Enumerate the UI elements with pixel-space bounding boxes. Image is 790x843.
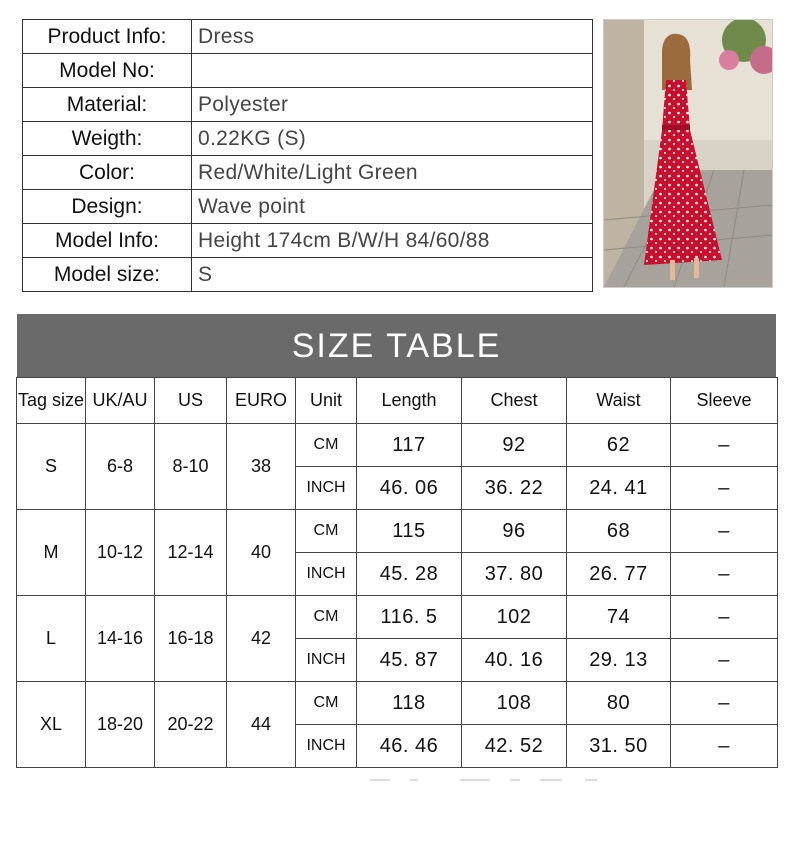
table-row — [17, 424, 778, 467]
info-label: Design: — [23, 190, 192, 224]
info-label: Model No: — [23, 54, 192, 88]
info-label: Weigth: — [23, 122, 192, 156]
info-value — [192, 54, 593, 88]
faint-artifact — [360, 776, 620, 784]
chest-cell: 37. 80 — [462, 553, 567, 596]
info-label: Material: — [23, 88, 192, 122]
waist-cell: 26. 77 — [567, 553, 671, 596]
length-cell: 116. 5 — [357, 596, 462, 639]
info-label: Color: — [23, 156, 192, 190]
header-waist: Waist — [567, 378, 671, 424]
sleeve-cell: – — [671, 639, 778, 682]
chest-cell: 40. 16 — [462, 639, 567, 682]
info-value: Height 174cm B/W/H 84/60/88 — [192, 224, 593, 258]
info-row-material — [23, 88, 593, 122]
chest-cell: 92 — [462, 424, 567, 467]
length-cell: 46. 46 — [357, 725, 462, 768]
chest-cell: 42. 52 — [462, 725, 567, 768]
us-size-cell: 12-14 — [155, 510, 227, 596]
unit-cell: CM — [296, 596, 357, 639]
uk-size-cell: 14-16 — [86, 596, 155, 682]
table-row — [17, 596, 778, 639]
info-value: Red/White/Light Green — [192, 156, 593, 190]
sleeve-cell: – — [671, 467, 778, 510]
unit-cell: CM — [296, 682, 357, 725]
unit-cell: CM — [296, 424, 357, 467]
unit-cell: INCH — [296, 725, 357, 768]
chest-cell: 96 — [462, 510, 567, 553]
unit-cell: INCH — [296, 467, 357, 510]
info-value: Wave point — [192, 190, 593, 224]
length-cell: 46. 06 — [357, 467, 462, 510]
unit-cell: CM — [296, 510, 357, 553]
length-cell: 115 — [357, 510, 462, 553]
sleeve-cell: – — [671, 725, 778, 768]
waist-cell: 74 — [567, 596, 671, 639]
sleeve-cell: – — [671, 510, 778, 553]
waist-cell: 62 — [567, 424, 671, 467]
info-value: Polyester — [192, 88, 593, 122]
us-size-cell: 16-18 — [155, 596, 227, 682]
euro-size-cell: 38 — [227, 424, 296, 510]
chest-cell: 36. 22 — [462, 467, 567, 510]
waist-cell: 24. 41 — [567, 467, 671, 510]
header-unit: Unit — [296, 378, 357, 424]
length-cell: 117 — [357, 424, 462, 467]
info-label: Product Info: — [23, 20, 192, 54]
sleeve-cell: – — [671, 424, 778, 467]
sleeve-cell: – — [671, 553, 778, 596]
euro-size-cell: 40 — [227, 510, 296, 596]
info-value: 0.22KG (S) — [192, 122, 593, 156]
tag-size-cell: XL — [17, 682, 86, 768]
header-length: Length — [357, 378, 462, 424]
waist-cell: 31. 50 — [567, 725, 671, 768]
info-value: Dress — [192, 20, 593, 54]
model-photo-illustration — [604, 20, 772, 287]
length-cell: 118 — [357, 682, 462, 725]
uk-size-cell: 6-8 — [86, 424, 155, 510]
chest-cell: 108 — [462, 682, 567, 725]
header-us: US — [155, 378, 227, 424]
tag-size-cell: M — [17, 510, 86, 596]
chest-cell: 102 — [462, 596, 567, 639]
waist-cell: 80 — [567, 682, 671, 725]
tag-size-cell: L — [17, 596, 86, 682]
info-value: S — [192, 258, 593, 292]
table-row — [17, 682, 778, 725]
tag-size-cell: S — [17, 424, 86, 510]
product-info-table — [22, 19, 593, 292]
unit-cell: INCH — [296, 639, 357, 682]
header-chest: Chest — [462, 378, 567, 424]
sleeve-cell: – — [671, 596, 778, 639]
waist-cell: 68 — [567, 510, 671, 553]
model-photo — [603, 19, 773, 288]
header-euro: EURO — [227, 378, 296, 424]
size-table — [16, 377, 778, 768]
info-row-weight — [23, 122, 593, 156]
header-tag-size: Tag size — [17, 378, 86, 424]
info-row-model-info — [23, 224, 593, 258]
us-size-cell: 20-22 — [155, 682, 227, 768]
size-table-header-row — [17, 378, 778, 424]
uk-size-cell: 18-20 — [86, 682, 155, 768]
info-row-model-no — [23, 54, 593, 88]
length-cell: 45. 28 — [357, 553, 462, 596]
waist-cell: 29. 13 — [567, 639, 671, 682]
info-label: Model size: — [23, 258, 192, 292]
uk-size-cell: 10-12 — [86, 510, 155, 596]
info-row-product — [23, 20, 593, 54]
header-sleeve: Sleeve — [671, 378, 778, 424]
info-row-color — [23, 156, 593, 190]
length-cell: 45. 87 — [357, 639, 462, 682]
euro-size-cell: 44 — [227, 682, 296, 768]
table-row — [17, 510, 778, 553]
unit-cell: INCH — [296, 553, 357, 596]
info-row-model-size — [23, 258, 593, 292]
euro-size-cell: 42 — [227, 596, 296, 682]
info-row-design — [23, 190, 593, 224]
header-uk-au: UK/AU — [86, 378, 155, 424]
size-table-title: SIZE TABLE — [17, 314, 776, 377]
info-label: Model Info: — [23, 224, 192, 258]
sleeve-cell: – — [671, 682, 778, 725]
us-size-cell: 8-10 — [155, 424, 227, 510]
